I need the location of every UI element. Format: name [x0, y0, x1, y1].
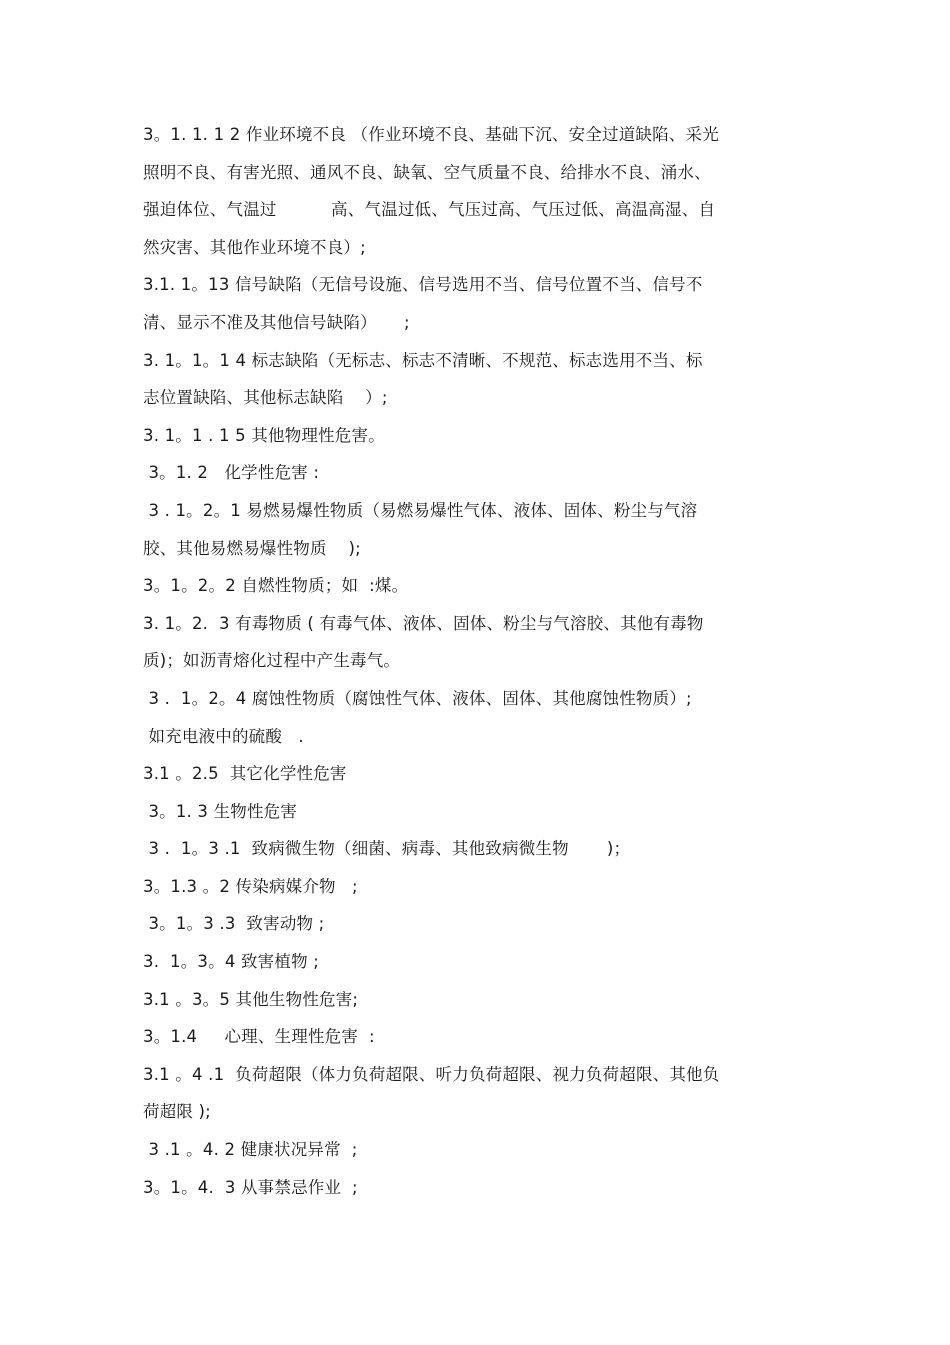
text-line: 3。1。4. 3 从事禁忌作业 ;: [143, 1177, 358, 1197]
text-line: 如充电液中的硫酸 .: [143, 726, 304, 746]
section-heading: 3。1. 3 生物性危害: [143, 801, 298, 821]
text-line: 胶、其他易燃易爆性物质 );: [143, 538, 361, 558]
text-line: 3 . 1。2。1 易燃易爆性物质（易燃易爆性气体、液体、固体、粉尘与气溶: [143, 500, 698, 520]
text-line: 3 . 1。2。4 腐蚀性物质（腐蚀性气体、液体、固体、其他腐蚀性物质）;: [143, 688, 692, 708]
section-heading: 3。1.4 心理、生理性危害 :: [143, 1027, 375, 1047]
section-heading: 3。1. 2 化学性危害 :: [143, 463, 320, 483]
text-line: 然灾害、其他作业环境不良）;: [143, 237, 366, 257]
text-line: 3。1。2。2 自燃性物质；如 :煤。: [143, 576, 409, 596]
text-line: 3. 1。1 . 1 5 其他物理性危害。: [143, 425, 385, 445]
text-line: 强迫体位、气温过 高、气温过低、气压过高、气压过低、高温高湿、自: [143, 200, 716, 220]
document-body: [143, 116, 783, 1206]
text-line: 3.1 。4 .1 负荷超限（体力负荷超限、听力负荷超限、视力负荷超限、其他负: [143, 1064, 720, 1084]
text-line: 3. 1。1。1 4 标志缺陷（无标志、标志不清晰、不规范、标志选用不当、标: [143, 350, 703, 370]
text-line: 3。1.3 。2 传染病媒介物 ;: [143, 876, 358, 896]
text-line: 3 . 1。3 .1 致病微生物（细菌、病毒、其他致病微生物 )；: [143, 839, 631, 859]
text-line: 3.1 。2.5 其它化学性危害: [143, 764, 347, 784]
text-line: 照明不良、有害光照、通风不良、缺氧、空气质量不良、给排水不良、涌水、: [143, 162, 711, 182]
text-line: 质)；如沥青熔化过程中产生毒气。: [143, 651, 401, 671]
text-line: 3. 1。3。4 致害植物 ;: [143, 952, 319, 972]
text-line: 3 .1 。4. 2 健康状况异常 ;: [143, 1140, 358, 1160]
text-line: 志位置缺陷、其他标志缺陷 ）;: [143, 388, 388, 408]
text-line: 3。1. 1. 1 2 作业环境不良 （作业环境不良、基础下沉、安全过道缺陷、采光: [143, 125, 719, 144]
text-line: 3。1。3 .3 致害动物 ;: [143, 914, 325, 934]
text-line: 3.1 。3。5 其他生物性危害;: [143, 989, 359, 1009]
text-line: 3.1. 1。13 信号缺陷（无信号设施、信号选用不当、信号位置不当、信号不: [143, 275, 703, 295]
text-line: 清、显示不准及其他信号缺陷） ;: [143, 312, 410, 332]
text-line: 荷超限 );: [143, 1102, 211, 1122]
text-line: 3. 1。2. 3 有毒物质 ( 有毒气体、液体、固体、粉尘与气溶胶、其他有毒物: [143, 613, 704, 633]
